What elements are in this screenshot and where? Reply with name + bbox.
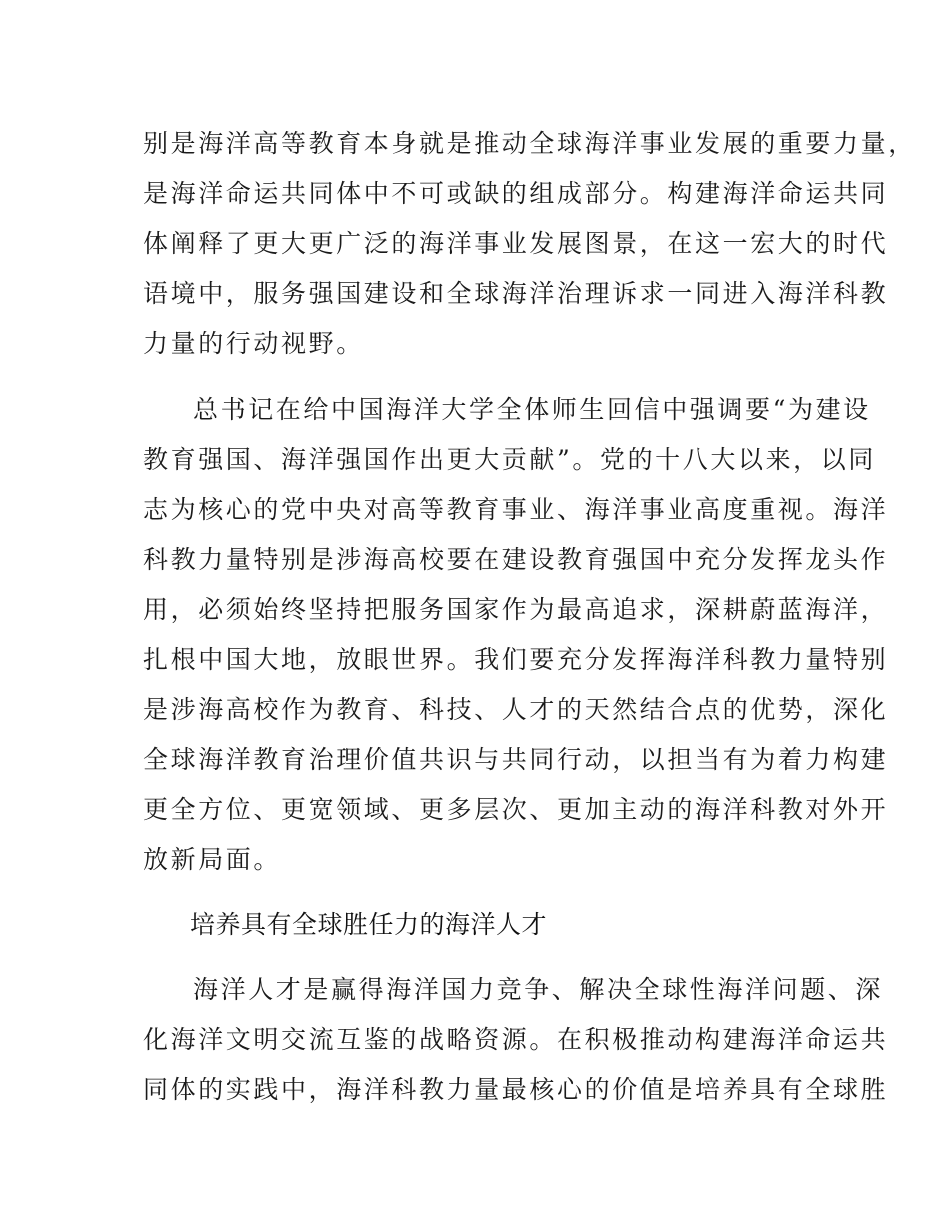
paragraph-1-line-1: 别是海洋高等教育本身就是推动全球海洋事业发展的重要力量， <box>143 129 916 158</box>
paragraph-2-line-8: 全球海洋教育治理价值共识与共同行动，以担当有为着力构建 <box>143 745 889 774</box>
paragraph-3-line-1: 海洋人才是赢得海洋国力竞争、解决全球性海洋问题、深 <box>193 975 884 1004</box>
paragraph-1-line-5: 力量的行动视野。 <box>143 329 364 358</box>
paragraph-2-line-7: 是涉海高校作为教育、科技、人才的天然结合点的优势，深化 <box>143 695 889 724</box>
paragraph-1-line-4: 语境中，服务强国建设和全球海洋治理诉求一同进入海洋科教 <box>143 279 889 308</box>
paragraph-1-line-3: 体阐释了更大更广泛的海洋事业发展图景，在这一宏大的时代 <box>143 229 889 258</box>
paragraph-2-line-6: 扎根中国大地，放眼世界。我们要充分发挥海洋科教力量特别 <box>143 645 889 674</box>
paragraph-2-line-4: 科教力量特别是涉海高校要在建设教育强国中充分发挥龙头作 <box>143 545 889 574</box>
paragraph-2-line-10: 放新局面。 <box>143 845 282 874</box>
paragraph-2-line-9: 更全方位、更宽领域、更多层次、更加主动的海洋科教对外开 <box>143 795 889 824</box>
paragraph-2-line-2: 教育强国、海洋强国作出更大贡献”。党的十八大以来，以同 <box>143 445 876 474</box>
section-heading: 培养具有全球胜任力的海洋人才 <box>190 910 548 939</box>
paragraph-2-line-5: 用，必须始终坚持把服务国家作为最高追求，深耕蔚蓝海洋， <box>143 595 889 624</box>
paragraph-3-line-2: 化海洋文明交流互鉴的战略资源。在积极推动构建海洋命运共 <box>143 1025 889 1054</box>
paragraph-3-line-3: 同体的实践中，海洋科教力量最核心的价值是培养具有全球胜 <box>143 1075 889 1104</box>
paragraph-2-line-3: 志为核心的党中央对高等教育事业、海洋事业高度重视。海洋 <box>143 495 889 524</box>
paragraph-2-line-1: 总书记在给中国海洋大学全体师生回信中强调要“为建设 <box>193 395 871 424</box>
paragraph-1-line-2: 是海洋命运共同体中不可或缺的组成部分。构建海洋命运共同 <box>143 179 889 208</box>
